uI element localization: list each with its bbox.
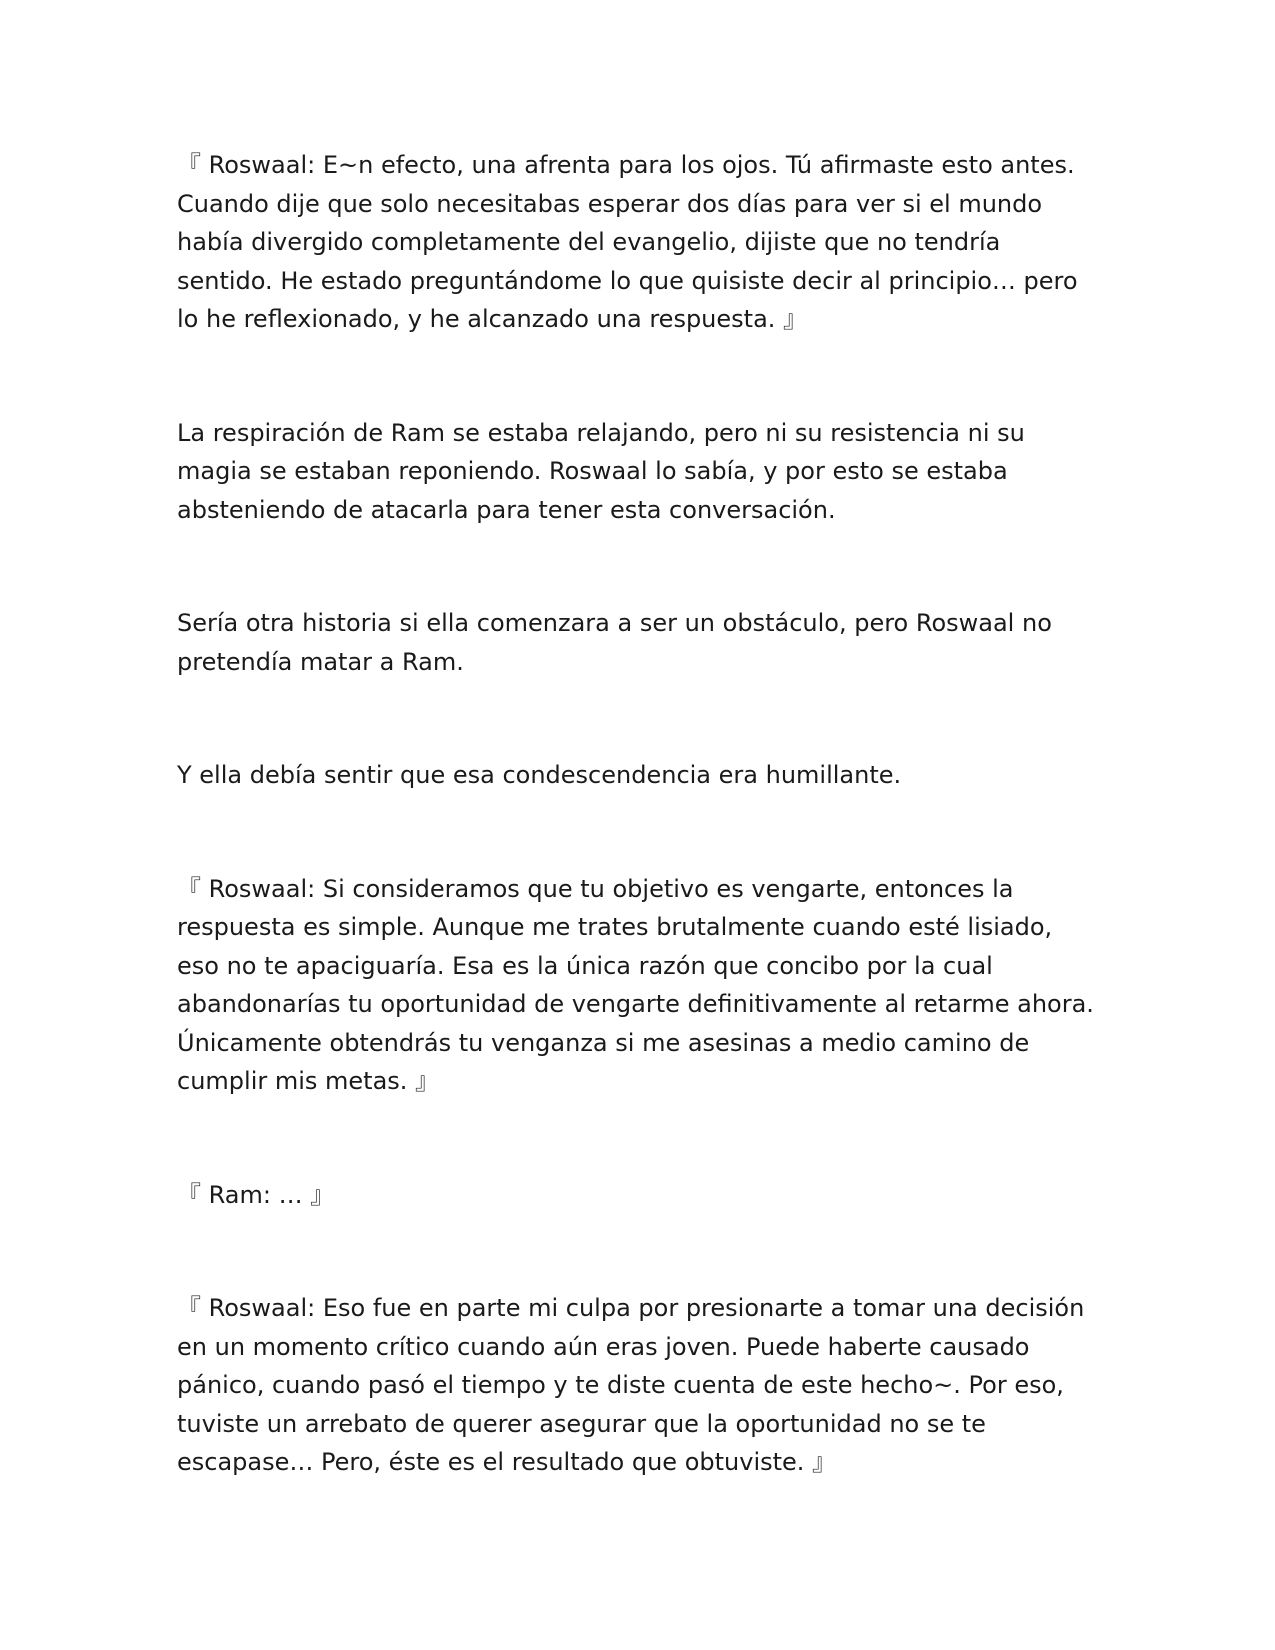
document-body bbox=[177, 146, 1097, 1482]
paragraph-narration-1: La respiración de Ram se estaba relajando, pero ni su resistencia ni su magia se estaban reponiendo. Roswaal lo sabía, y por esto se estaba absteniendo de atacarla para tener esta conversación. bbox=[177, 418, 1025, 524]
paragraph-roswaal-3: 『 Roswaal: Eso fue en parte mi culpa por presionarte a tomar una decisión en un momento crítico cuando aún eras joven. Puede haberte causado pánico, cuando pasó el tiempo y te diste cuenta de este hecho~. Por eso, tuviste un arrebato de querer asegurar que la oportunidad no se te escapase… Pero, éste es el resultado que obtuviste. 』 bbox=[177, 1294, 1085, 1476]
paragraph-roswaal-2: 『 Roswaal: Si consideramos que tu objetivo es vengarte, entonces la respuesta es simple. Aunque me trates brutalmente cuando esté lisiado, eso no te apaciguaría. Esa es la única razón que concibo por la cual abandonarías tu oportunidad de vengarte definitivamente al retarme ahora. Únicamente obtendrás tu venganza si me asesinas a medio camino de cumplir mis metas. 』 bbox=[177, 874, 1094, 1095]
paragraph-narration-2: Sería otra historia si ella comenzara a ser un obstáculo, pero Roswaal no pretendía matar a Ram. bbox=[177, 609, 1052, 676]
paragraph-roswaal-1: 『 Roswaal: E~n efecto, una afrenta para los ojos. Tú afirmaste esto antes. Cuando dije que solo necesitabas esperar dos días para ver si el mundo había divergido completamente del evangelio, dijiste que no tendría sentido. He estado preguntándome lo que quisiste decir al principio… pero lo he reflexionado, y he alcanzado una respuesta. 』 bbox=[177, 151, 1078, 333]
paragraph-ram-1: 『 Ram: … 』 bbox=[177, 1180, 335, 1209]
paragraph-narration-3: Y ella debía sentir que esa condescendencia era humillante. bbox=[177, 761, 902, 789]
